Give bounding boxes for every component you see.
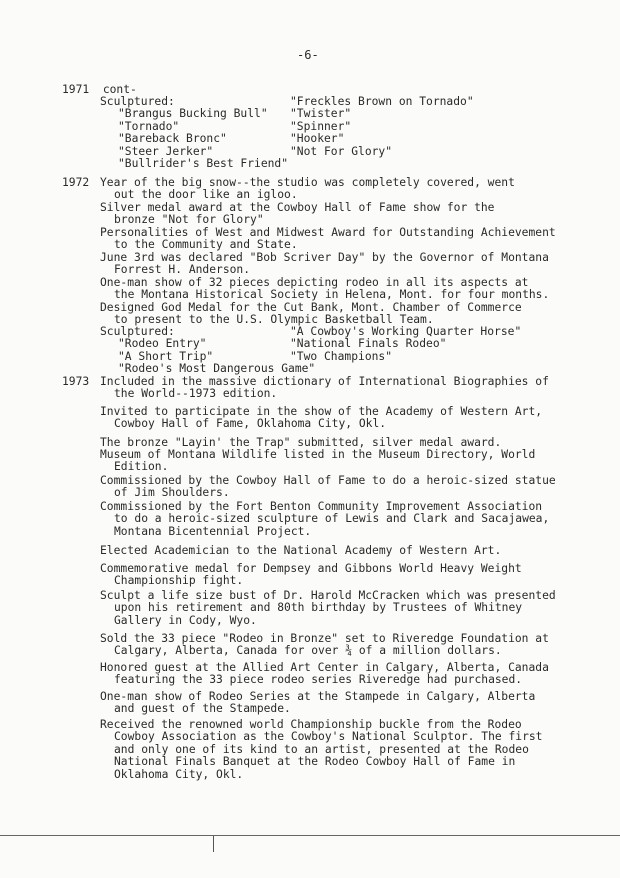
cont-label: cont- <box>102 83 137 96</box>
year-1972: 1972 <box>62 176 90 189</box>
chronology-entry <box>100 662 610 687</box>
chronology-entry <box>100 563 610 588</box>
entry-line: and only one of its kind to an artist, presented at the Rodeo <box>114 742 529 756</box>
entry-line: Personalities of West and Midwest Award for Outstanding Achievement <box>100 226 556 239</box>
sculpture-title: "Not For Glory" <box>290 144 393 158</box>
entry-line: featuring the 33 piece rodeo series Riveredge had purchased. <box>114 673 523 687</box>
sculpture-title: "A Cowboy's Working Quarter Horse" <box>290 325 522 338</box>
sculpture-row <box>100 337 447 351</box>
entry-line: Cowboy Hall of Fame, Oklahoma City, Okl. <box>114 417 387 431</box>
chronology-entry <box>100 691 610 716</box>
sculpture-title: "Steer Jerker" <box>118 144 214 158</box>
entry-line: the World--1973 edition. <box>114 387 278 401</box>
sculpture-title: "Bareback Bronc" <box>118 132 227 146</box>
chronology-entry <box>100 376 610 401</box>
sculpture-row <box>100 158 288 170</box>
page-number: -6- <box>297 48 319 62</box>
footer-tick <box>213 836 214 852</box>
entry-line: One-man show of 32 pieces depicting rodeo in all its aspects at <box>100 276 529 289</box>
entry-line: Sculpt a life size bust of Dr. Harold McCracken which was presented <box>100 589 556 602</box>
chronology-entry <box>100 277 610 302</box>
entry-line: Year of the big snow--the studio was completely covered, went <box>100 176 515 189</box>
chronology-entry <box>100 590 610 627</box>
entry-line: June 3rd was declared "Bob Scriver Day" by the Governor of Montana <box>100 251 549 264</box>
sculpture-row <box>100 107 352 121</box>
entry-line: Invited to participate in the show of the Academy of Western Art, <box>100 405 543 418</box>
sculpture-title: "A Short Trip" <box>118 349 214 363</box>
chronology-entry <box>100 252 610 277</box>
chronology-entry <box>100 202 610 227</box>
entry-line: Sold the 33 piece "Rodeo in Bronze" set to Riveredge Foundation at <box>100 632 549 645</box>
entry-line: Museum of Montana Wildlife listed in the Museum Directory, World <box>100 448 536 461</box>
chronology-entry <box>100 501 610 538</box>
entry-line: to do a heroic-sized sculpture of Lewis and Clark and Sacajawea, <box>114 512 550 526</box>
sculpture-title: "Twister" <box>290 107 352 121</box>
entry-line: Included in the massive dictionary of International Biographies of <box>100 375 549 388</box>
sculpture-title: "Two Champions" <box>290 349 393 363</box>
entry-line: the Montana Historical Society in Helena, Mont. for four months. <box>114 288 550 302</box>
chronology-entry <box>100 633 610 658</box>
sculpture-title: "Spinner" <box>290 119 352 133</box>
entry-line: to the Community and State. <box>114 238 298 252</box>
chronology-entry <box>100 545 610 557</box>
entry-line: Edition. <box>114 460 169 474</box>
entry-line: Elected Academician to the National Academy of Western Art. <box>100 544 502 557</box>
sculpture-row <box>100 132 345 146</box>
chronology-entry <box>100 475 610 500</box>
sculpture-title: "Brangus Bucking Bull" <box>118 107 268 121</box>
sculpture-title: "Bullrider's Best Friend" <box>118 156 289 170</box>
footer-rule <box>0 835 620 836</box>
entry-line: Honored guest at the Allied Art Center in Calgary, Alberta, Canada <box>100 661 549 674</box>
entry-line: bronze "Not for Glory" <box>114 213 264 227</box>
sculpture-title: "Freckles Brown on Tornado" <box>290 95 474 108</box>
entry-line: Montana Bicentennial Project. <box>114 524 312 538</box>
year-label: 1971 <box>62 83 90 96</box>
sculpture-title: "Rodeo's Most Dangerous Game" <box>118 362 316 376</box>
sculptured-list-1972 <box>100 325 522 376</box>
entry-line: The bronze "Layin' the Trap" submitted, silver medal award. <box>100 436 502 449</box>
entry-line: to present to the U.S. Olympic Basketball Team. <box>114 313 434 327</box>
sculpture-title: "Rodeo Entry" <box>118 337 207 351</box>
entry-line: One-man show of Rodeo Series at the Stampede in Calgary, Alberta <box>100 690 536 703</box>
entry-line: upon his retirement and 80th birthday by Trustees of Whitney <box>114 601 523 615</box>
chronology-entry <box>100 406 610 431</box>
sculptured-list-1971 <box>100 95 474 170</box>
sculpture-title: "Hooker" <box>290 132 345 146</box>
year-1973: 1973 <box>62 375 90 388</box>
entry-line: of Jim Shoulders. <box>114 486 230 500</box>
chronology-entry <box>100 719 610 781</box>
entry-line: Gallery in Cody, Wyo. <box>114 613 257 627</box>
chronology-entry <box>100 302 610 327</box>
entry-line: Commemorative medal for Dempsey and Gibbons World Heavy Weight <box>100 562 522 575</box>
entry-line: out the door like an igloo. <box>114 188 298 202</box>
chronology-entry <box>100 449 610 474</box>
sculpture-row <box>100 363 315 375</box>
entry-line: Oklahoma City, Okl. <box>114 767 244 781</box>
chronology-entry <box>100 177 610 202</box>
sculpture-title: "Tornado" <box>118 119 180 133</box>
sculptured-label: Sculptured: <box>100 95 175 108</box>
entry-line: Silver medal award at the Cowboy Hall of Fame show for the <box>100 201 495 214</box>
entry-line: Received the renowned world Championship buckle from the Rodeo <box>100 718 522 731</box>
sculpture-title: "National Finals Rodeo" <box>290 337 447 351</box>
entry-line: Cowboy Association as the Cowboy's National Sculptor. The first <box>114 730 543 744</box>
entry-line: Commissioned by the Fort Benton Community Improvement Association <box>100 500 543 513</box>
entry-line: Commissioned by the Cowboy Hall of Fame to do a heroic-sized statue <box>100 474 556 487</box>
entry-line: Calgary, Alberta, Canada for over ¾ of a million dollars. <box>114 644 502 658</box>
sculptured-label: Sculptured: <box>100 325 175 338</box>
entry-line: Designed God Medal for the Cut Bank, Mont. Chamber of Commerce <box>100 301 522 314</box>
entry-line: Championship fight. <box>114 574 244 588</box>
entry-line: National Finals Banquet at the Rodeo Cowboy Hall of Fame in <box>114 755 516 769</box>
chronology-entry <box>100 227 610 252</box>
entry-line: and guest of the Stampede. <box>114 702 291 716</box>
entry-line: Forrest H. Anderson. <box>114 263 251 277</box>
